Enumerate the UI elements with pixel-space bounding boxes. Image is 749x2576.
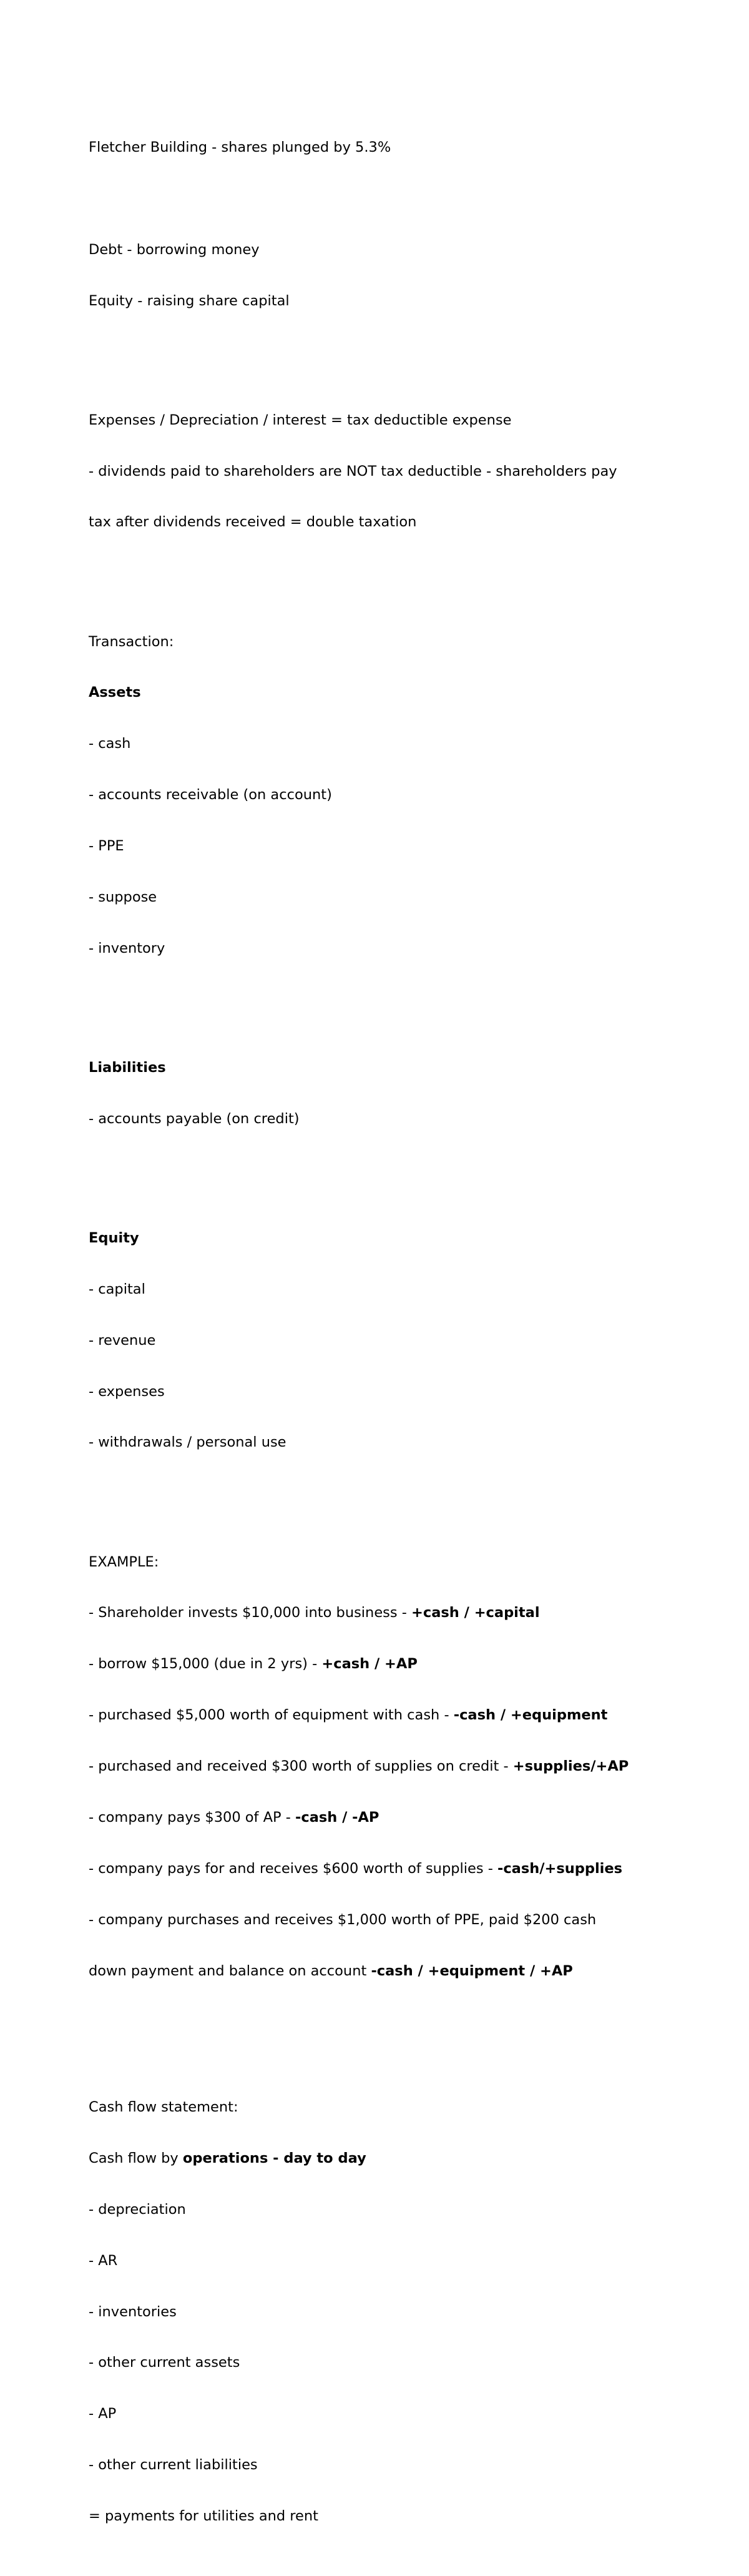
example-item: - purchased $5,000 worth of equipment with cash - -cash / +equipment <box>89 1707 608 1724</box>
list-item: = payments for utilities and rent <box>89 2508 318 2525</box>
liabilities-heading: Liabilities <box>89 1059 166 1076</box>
list-item: - inventory <box>89 940 165 956</box>
equity-definition: Equity - raising share capital <box>89 292 290 309</box>
list-item: - other current assets <box>89 2354 240 2371</box>
list-item: - AP <box>89 2406 117 2422</box>
debt-definition: Debt - borrowing money <box>89 241 260 258</box>
example-item-last-line-1: - company purchases and receives $1,000 worth of PPE, paid $200 cash <box>89 1911 597 1928</box>
list-item: - revenue <box>89 1332 156 1349</box>
example-item: - company pays $300 of AP - -cash / -AP <box>89 1809 379 1826</box>
assets-heading: Assets <box>89 684 141 701</box>
cashflow-label: Cash flow statement: <box>89 2099 238 2116</box>
example-label: EXAMPLE: <box>89 1553 159 1570</box>
example-item: - company pays for and receives $600 worth of supplies - -cash/+supplies <box>89 1860 623 1877</box>
list-item: - accounts payable (on credit) <box>89 1110 300 1127</box>
list-item: - PPE <box>89 838 124 855</box>
list-item: - expenses <box>89 1383 165 1400</box>
list-item: - other current liabilities <box>89 2457 258 2474</box>
list-item: - depreciation <box>89 2201 186 2218</box>
list-item: - cash <box>89 735 131 752</box>
cashflow-operations: Cash flow by operations - day to day <box>89 2150 366 2166</box>
equity-heading: Equity <box>89 1229 139 1246</box>
tax-line-2: - dividends paid to shareholders are NOT tax deductible - shareholders pay <box>89 463 617 479</box>
example-item-last-line-2: down payment and balance on account -cash / +equipment / +AP <box>89 1962 573 1979</box>
list-item: - AR <box>89 2252 118 2269</box>
example-item: - purchased and received $300 worth of supplies on credit - +supplies/+AP <box>89 1758 629 1775</box>
tax-line-1: Expenses / Depreciation / interest = tax deductible expense <box>89 411 512 428</box>
document-body <box>89 88 663 2576</box>
example-item: - borrow $15,000 (due in 2 yrs) - +cash / +AP <box>89 1656 418 1673</box>
list-item: - accounts receivable (on account) <box>89 787 332 804</box>
transaction-label: Transaction: <box>89 633 174 650</box>
list-item: - suppose <box>89 888 157 905</box>
example-item: - Shareholder invests $10,000 into business - +cash / +capital <box>89 1605 540 1621</box>
tax-line-3: tax after dividends received = double taxation <box>89 514 417 531</box>
list-item: - capital <box>89 1281 145 1297</box>
list-item: - withdrawals / personal use <box>89 1434 286 1451</box>
headline: Fletcher Building - shares plunged by 5.3% <box>89 139 391 155</box>
list-item: - inventories <box>89 2303 177 2320</box>
